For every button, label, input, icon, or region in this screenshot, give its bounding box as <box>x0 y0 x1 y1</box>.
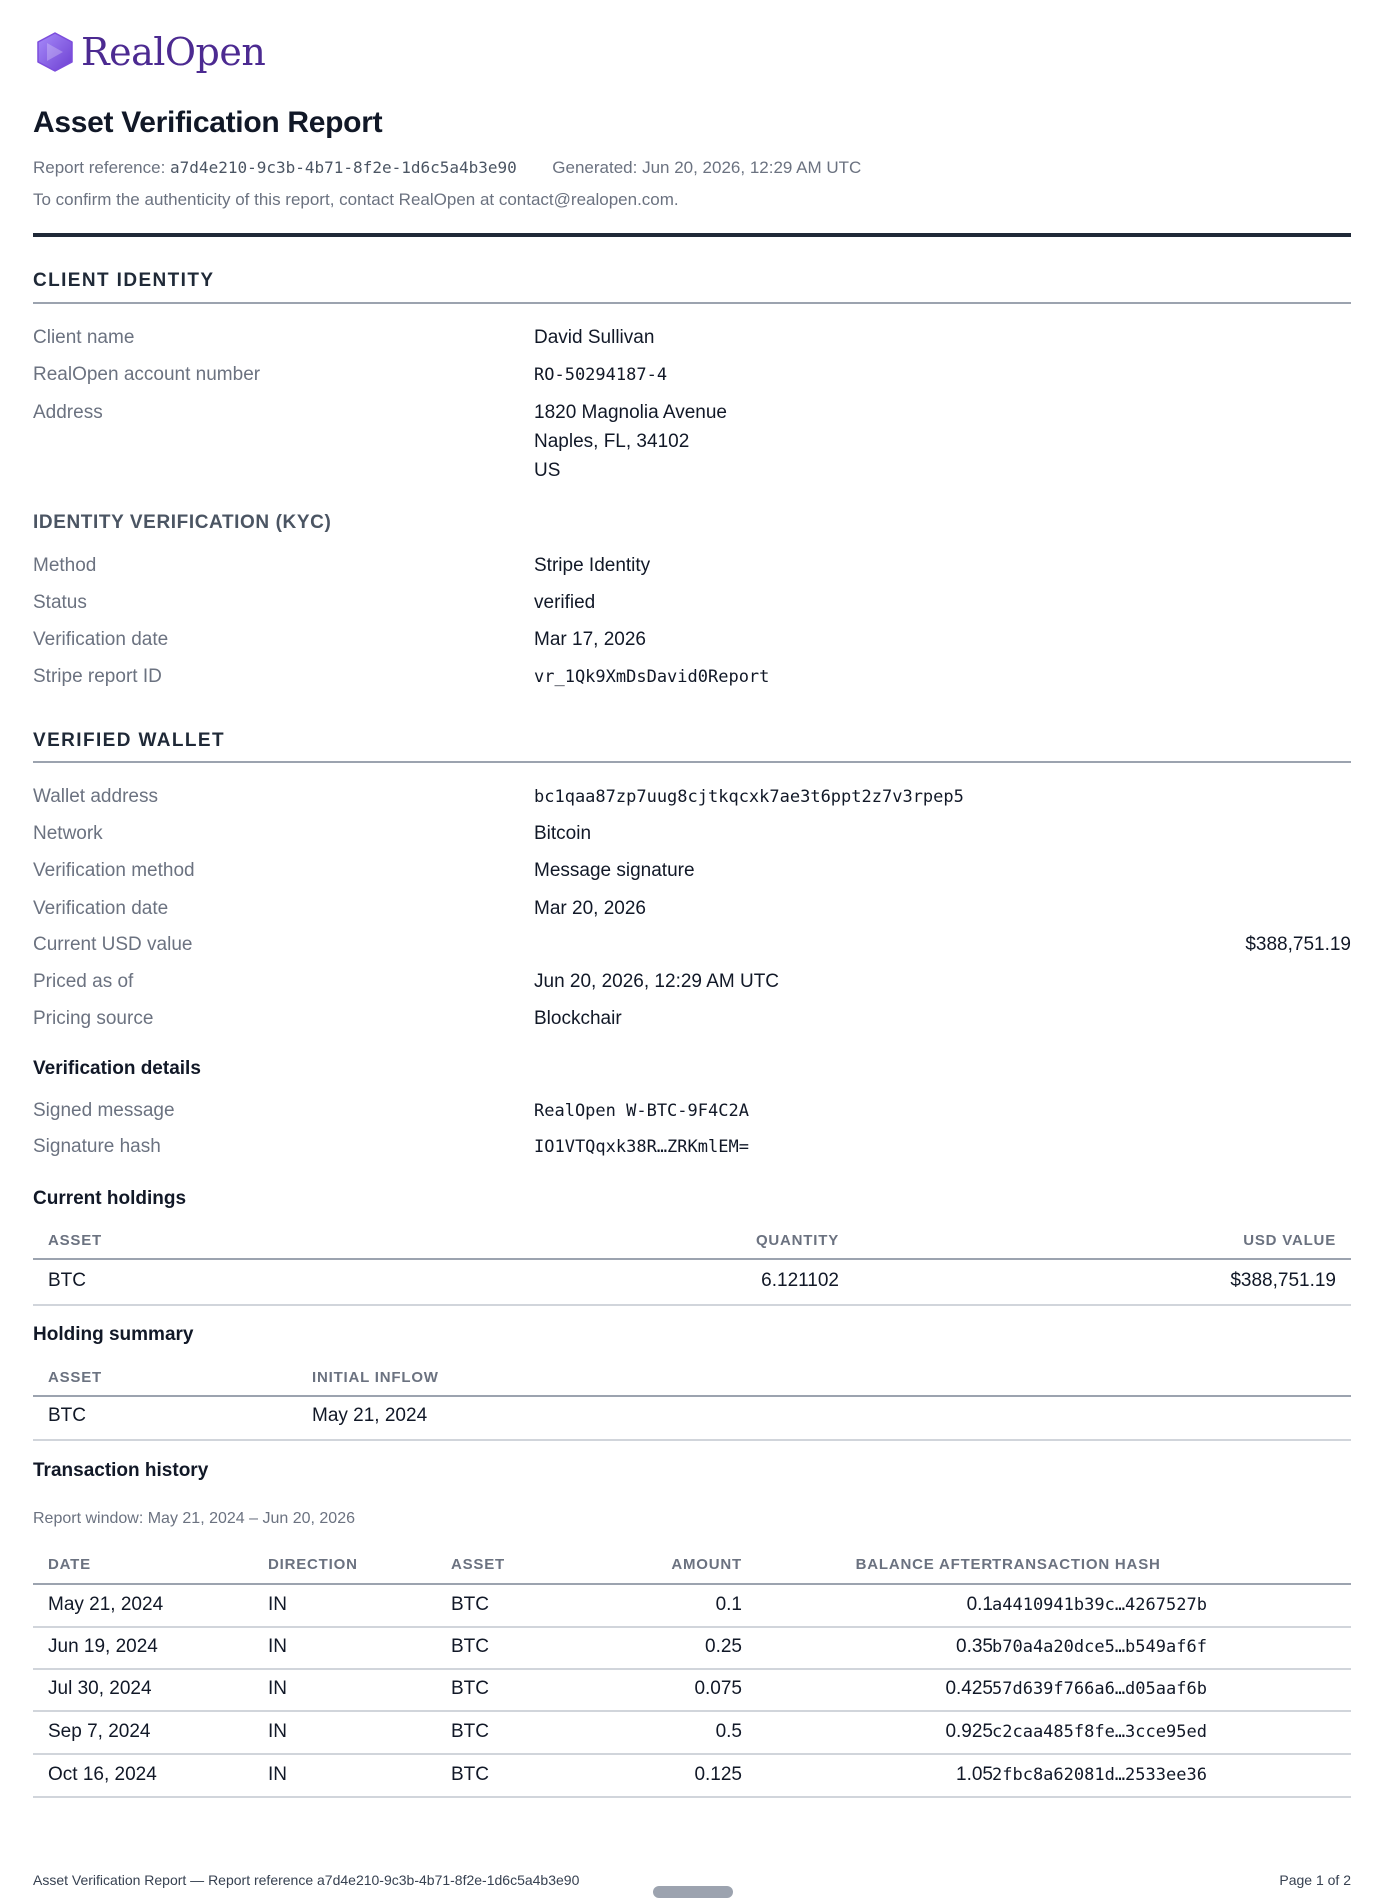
column-header: TRANSACTION HASH <box>992 1556 1161 1573</box>
kyc-heading: IDENTITY VERIFICATION (KYC) <box>33 512 332 533</box>
tx-balance-after: 0.925 <box>945 1721 993 1742</box>
tx-asset: BTC <box>451 1764 489 1785</box>
account-number-value: RO-50294187-4 <box>534 365 668 385</box>
stripe-report-id-label: Stripe report ID <box>33 666 162 687</box>
tx-balance-after: 0.1 <box>966 1594 993 1615</box>
column-header: QUANTITY <box>755 1232 839 1249</box>
wallet-verification-date-value: Mar 20, 2026 <box>534 898 646 919</box>
transaction-history-heading: Transaction history <box>33 1460 209 1481</box>
address-label: Address <box>33 402 103 423</box>
holding-summary-heading: Holding summary <box>33 1324 194 1345</box>
network-value: Bitcoin <box>534 823 592 844</box>
tx-amount: 0.25 <box>705 1636 742 1657</box>
table-header-rule <box>33 1395 1351 1397</box>
column-header: INITIAL INFLOW <box>312 1369 439 1386</box>
report-title: Asset Verification Report <box>33 106 383 139</box>
column-header: DIRECTION <box>268 1556 358 1573</box>
address-line: 1820 Magnolia Avenue <box>534 402 727 423</box>
signed-message-label: Signed message <box>33 1100 175 1121</box>
tx-hash: 2fbc8a62081d…2533ee36 <box>992 1765 1207 1785</box>
tx-asset: BTC <box>451 1678 489 1699</box>
kyc-status-label: Status <box>33 592 87 613</box>
verification-details-heading: Verification details <box>33 1058 201 1079</box>
tx-asset: BTC <box>451 1721 489 1742</box>
pricing-source-label: Pricing source <box>33 1008 154 1029</box>
column-header: ASSET <box>451 1556 506 1573</box>
section-divider <box>33 302 1351 304</box>
tx-direction: IN <box>268 1678 287 1699</box>
tx-direction: IN <box>268 1636 287 1657</box>
client-name-value: David Sullivan <box>534 327 655 348</box>
section-divider <box>33 761 1351 763</box>
footer-reference: Asset Verification Report — Report reference a7d4e210-9c3b-4b71-8f2e-1d6c5a4b3e90 <box>33 1872 580 1888</box>
column-header: ASSET <box>48 1232 103 1249</box>
address-line: US <box>534 460 561 481</box>
realopen-hexagon-logo-icon <box>33 30 77 74</box>
current-usd-value-label: Current USD value <box>33 934 193 955</box>
report-page <box>33 0 1351 1904</box>
stripe-report-id-value: vr_1Qk9XmDsDavid0Report <box>534 667 770 687</box>
table-header-rule <box>33 1258 1351 1260</box>
tx-amount: 0.5 <box>715 1721 742 1742</box>
tx-amount: 0.125 <box>694 1764 742 1785</box>
kyc-date-label: Verification date <box>33 629 169 650</box>
pricing-source-value: Blockchair <box>534 1008 622 1029</box>
holding-quantity: 6.121102 <box>761 1270 839 1291</box>
report-window: Report window: May 21, 2024 – Jun 20, 2026 <box>33 1510 355 1527</box>
signed-message-value: RealOpen W-BTC-9F4C2A <box>534 1101 749 1121</box>
row-divider <box>33 1626 1351 1628</box>
current-usd-value: $388,751.19 <box>1245 934 1351 955</box>
tx-balance-after: 0.425 <box>945 1678 993 1699</box>
row-divider <box>33 1710 1351 1712</box>
verification-method-value: Message signature <box>534 860 695 881</box>
verification-method-label: Verification method <box>33 860 195 881</box>
page-number: Page 1 of 2 <box>1279 1872 1351 1888</box>
report-meta <box>33 158 861 178</box>
column-header: ASSET <box>48 1369 103 1386</box>
client-identity-heading: CLIENT IDENTITY <box>33 270 215 291</box>
kyc-status-value: verified <box>534 592 596 613</box>
tx-date: Sep 7, 2024 <box>48 1721 151 1742</box>
column-header: USD VALUE <box>1243 1232 1336 1249</box>
holding-usd-value: $388,751.19 <box>1230 1270 1336 1291</box>
column-header: BALANCE AFTER <box>855 1556 993 1573</box>
address-line: Naples, FL, 34102 <box>534 431 690 452</box>
tx-balance-after: 1.05 <box>956 1764 993 1785</box>
report-reference-label: Report reference: <box>33 158 166 177</box>
holding-asset: BTC <box>48 1270 86 1291</box>
brand-name: RealOpen <box>81 30 266 74</box>
report-reference: a7d4e210-9c3b-4b71-8f2e-1d6c5a4b3e90 <box>170 158 517 177</box>
column-header: DATE <box>48 1556 91 1573</box>
realopen-logo <box>33 30 265 74</box>
row-divider <box>33 1796 1351 1798</box>
wallet-address-value: bc1qaa87zp7uug8cjtkqcxk7ae3t6ppt2z7v3rpep5 <box>534 787 964 807</box>
kyc-date-value: Mar 17, 2026 <box>534 629 646 650</box>
contact-note: To confirm the authenticity of this report, contact RealOpen at contact@realopen.com. <box>33 190 679 209</box>
signature-hash-value: IO1VTQqxk38R…ZRKmlEM= <box>534 1137 749 1157</box>
header-divider <box>33 233 1351 237</box>
network-label: Network <box>33 823 103 844</box>
row-divider <box>33 1753 1351 1755</box>
tx-hash: 57d639f766a6…d05aaf6b <box>992 1679 1207 1699</box>
tx-amount: 0.075 <box>694 1678 742 1699</box>
client-name-label: Client name <box>33 327 135 348</box>
tx-date: May 21, 2024 <box>48 1594 164 1615</box>
generated-timestamp: Generated: Jun 20, 2026, 12:29 AM UTC <box>552 158 862 177</box>
column-header: AMOUNT <box>671 1556 742 1573</box>
summary-initial-inflow: May 21, 2024 <box>312 1405 428 1426</box>
tx-date: Oct 16, 2024 <box>48 1764 157 1785</box>
tx-hash: a4410941b39c…4267527b <box>992 1595 1207 1615</box>
tx-hash: b70a4a20dce5…b549af6f <box>992 1637 1207 1657</box>
tx-asset: BTC <box>451 1594 489 1615</box>
tx-hash: c2caa485f8fe…3cce95ed <box>992 1722 1207 1742</box>
table-header-rule <box>33 1583 1351 1585</box>
summary-asset: BTC <box>48 1405 86 1426</box>
wallet-address-label: Wallet address <box>33 786 158 807</box>
tx-asset: BTC <box>451 1636 489 1657</box>
kyc-method-value: Stripe Identity <box>534 555 651 576</box>
signature-hash-label: Signature hash <box>33 1136 161 1157</box>
kyc-method-label: Method <box>33 555 97 576</box>
scroll-handle[interactable] <box>653 1886 733 1898</box>
row-divider <box>33 1439 1351 1441</box>
priced-as-of-label: Priced as of <box>33 971 134 992</box>
row-divider <box>33 1304 1351 1306</box>
row-divider <box>33 1668 1351 1670</box>
tx-balance-after: 0.35 <box>956 1636 993 1657</box>
address-value <box>534 398 727 485</box>
tx-direction: IN <box>268 1594 287 1615</box>
current-holdings-heading: Current holdings <box>33 1188 187 1209</box>
verified-wallet-heading: VERIFIED WALLET <box>33 730 225 751</box>
tx-date: Jul 30, 2024 <box>48 1678 152 1699</box>
wallet-verification-date-label: Verification date <box>33 898 169 919</box>
tx-direction: IN <box>268 1764 287 1785</box>
tx-date: Jun 19, 2024 <box>48 1636 158 1657</box>
tx-amount: 0.1 <box>715 1594 742 1615</box>
account-number-label: RealOpen account number <box>33 364 261 385</box>
tx-direction: IN <box>268 1721 287 1742</box>
priced-as-of-value: Jun 20, 2026, 12:29 AM UTC <box>534 971 780 992</box>
